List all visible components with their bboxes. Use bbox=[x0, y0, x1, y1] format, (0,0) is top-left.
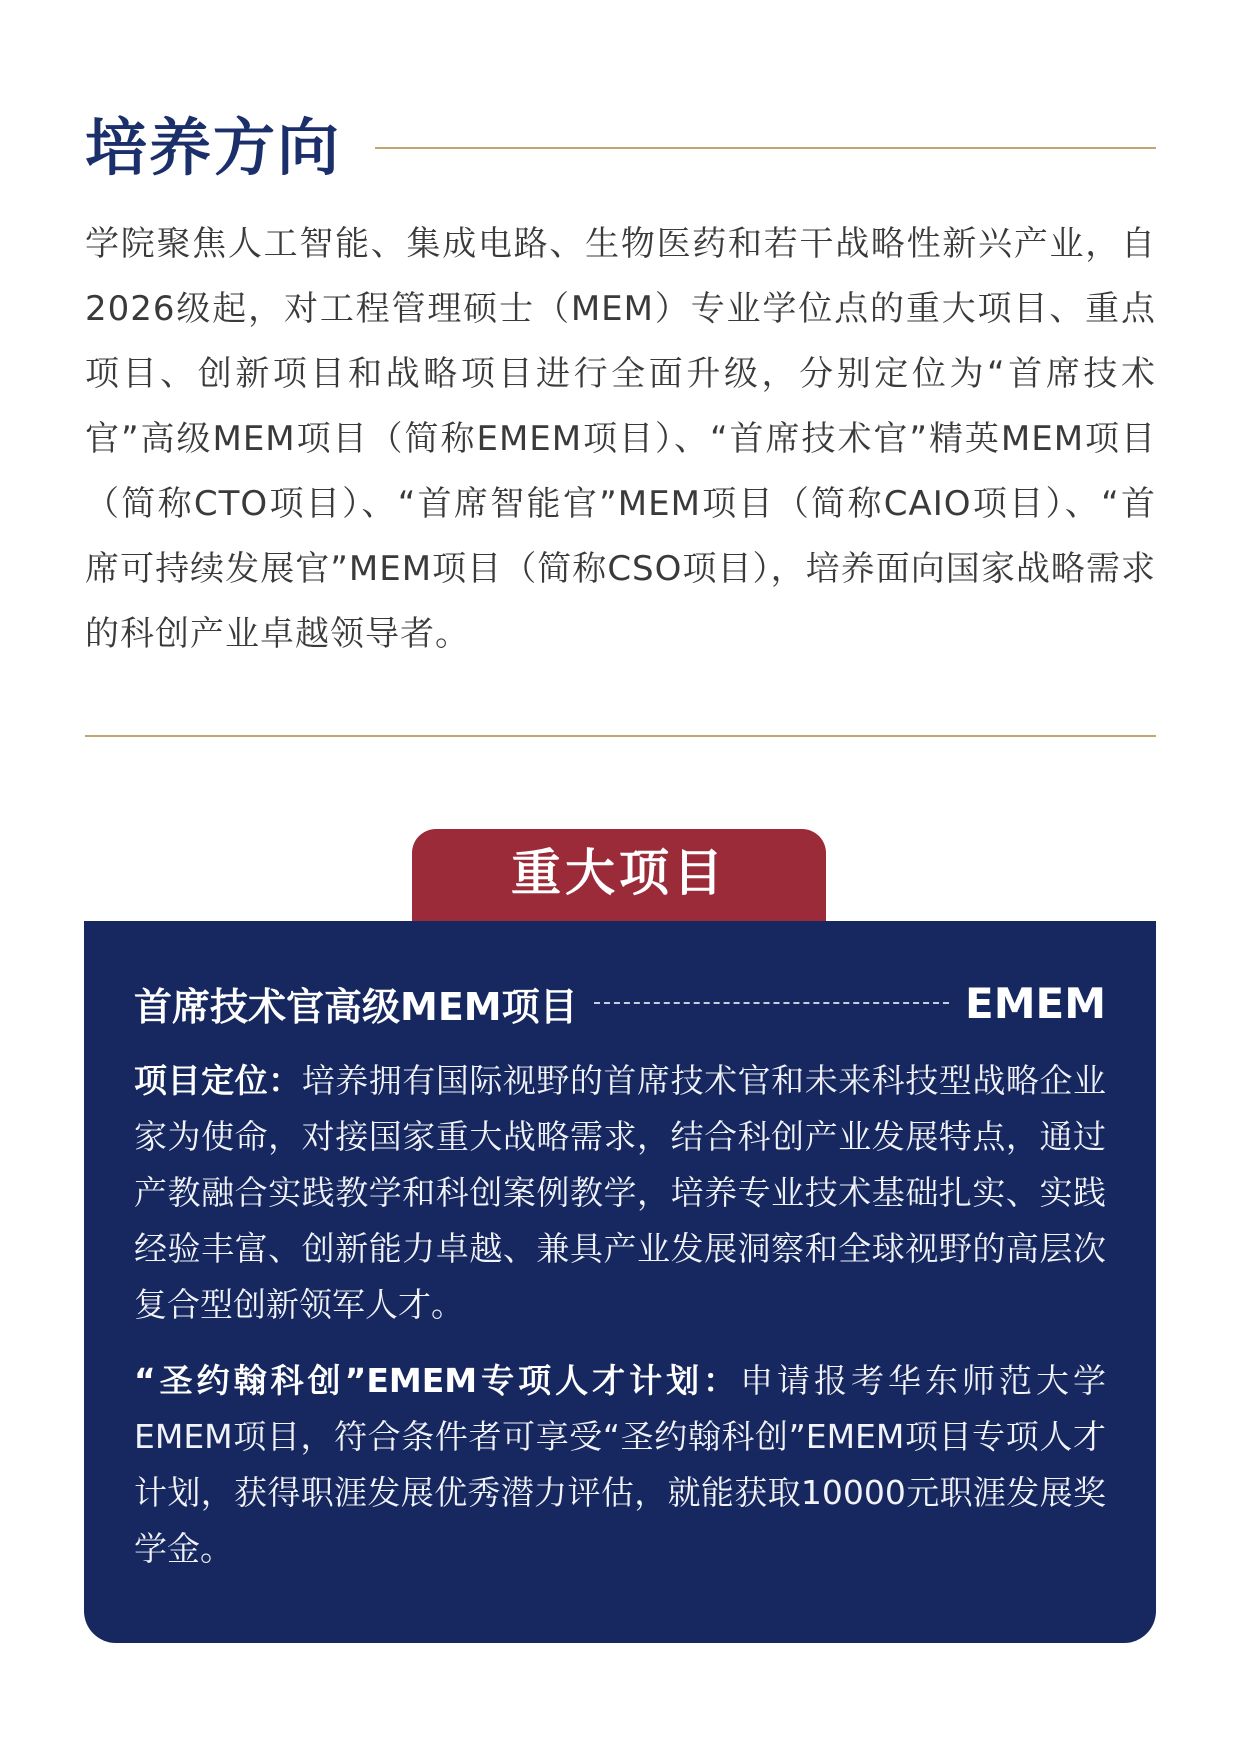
positioning-text: 培养拥有国际视野的首席技术官和未来科技型战略企业家为使命，对接国家重大战略需求，结合科创产业发展特点，通过产教融合实践教学和科创案例教学，培养专业技术基础扎实、实践经验丰富、创新能力卓越、兼具产业发展洞察和全球视野的高层次复合型创新领军人才。 bbox=[134, 1061, 1107, 1324]
talent-plan-paragraph bbox=[134, 1353, 1106, 1577]
section-header bbox=[85, 108, 1156, 188]
positioning-paragraph bbox=[134, 1053, 1106, 1333]
program-category-tab: 重大项目 bbox=[412, 829, 826, 925]
positioning-label: 项目定位： bbox=[134, 1061, 302, 1100]
section-title: 培养方向 bbox=[85, 111, 342, 184]
talent-plan-label: “圣约翰科创”EMEM专项人才计划： bbox=[134, 1361, 741, 1400]
program-code: EMEM bbox=[965, 978, 1106, 1028]
program-name: 首席技术官高级MEM项目 bbox=[134, 984, 578, 1029]
intro-paragraph: 学院聚焦人工智能、集成电路、生物医药和若干战略性新兴产业，自2026级起，对工程管理硕士（MEM）专业学位点的重大项目、重点项目、创新项目和战略项目进行全面升级，分别定位为“首席技术官”高级MEM项目（简称EMEM项目）、“首席技术官”精英MEM项目（简称CTO项目）、“首席智能官”MEM项目（简称CAIO项目）、“首席可持续发展官”MEM项目（简称CSO项目），培养面向国家战略需求的科创产业卓越领导者。 bbox=[85, 224, 1156, 654]
dashed-leader bbox=[594, 1002, 949, 1004]
section-divider bbox=[85, 735, 1156, 737]
program-header bbox=[134, 973, 1106, 1033]
talent-plan-text: 申请报考华东师范大学EMEM项目，符合条件者可享受“圣约翰科创”EMEM项目专项人才计划，获得职涯发展优秀潜力评估，就能获取10000元职涯发展奖学金。 bbox=[134, 1361, 1107, 1568]
program-card bbox=[84, 921, 1156, 1643]
title-rule bbox=[375, 147, 1156, 149]
